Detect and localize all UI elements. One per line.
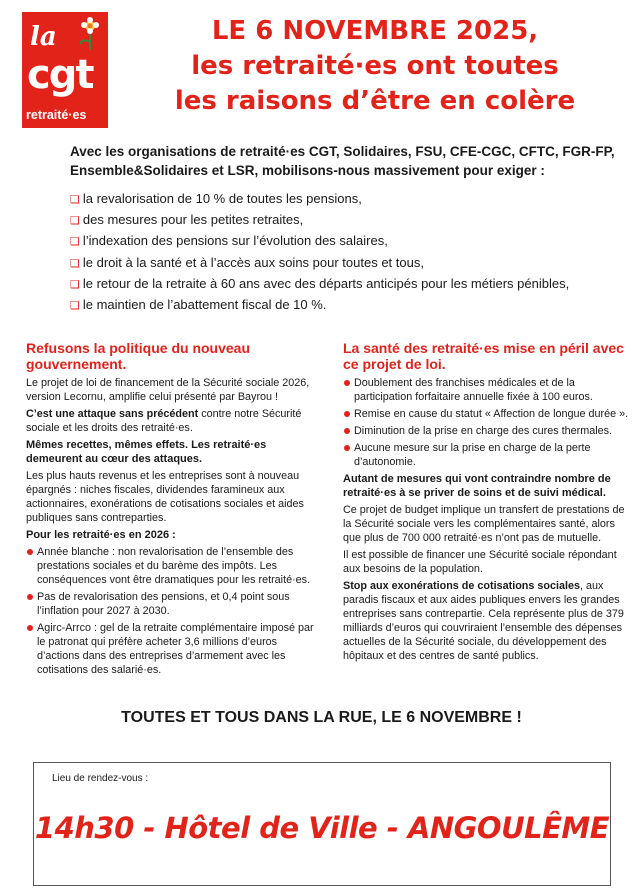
logo-cgt: cgt [27, 52, 93, 98]
headline-line-2: les retraité·es ont toutes [191, 51, 559, 81]
right-column [343, 340, 635, 666]
left-paragraph-1: Le projet de loi de financement de la Sécurité sociale 2026, version Lecornu, amplifie celui présenté par Bayrou ! [26, 377, 310, 403]
checkbox-icon: ❏ [70, 215, 80, 228]
headline-line-3: les raisons d’être en colère [174, 86, 576, 116]
meeting-point-place: 14h30 - Hôtel de Ville - ANGOULÊME [34, 811, 610, 845]
checkbox-icon: ❏ [70, 194, 80, 206]
checkbox-icon: ❏ [70, 299, 80, 312]
logo-subtitle: retraité·es [26, 108, 87, 122]
list-item: Agirc-Arrco : gel de la retraite complémentaire imposé par le patronat qui préfère acheter 3,6 millions d’euros d’actions dans des entreprises d’armement avec les cotisations des salarié·es. [26, 621, 318, 677]
demand-item: ❏ la revalorisation de 10 % de toutes les pensions, [70, 191, 362, 206]
left-column-title: Refusons la politique du nouveau gouvernement. [26, 340, 251, 372]
left-subheading-1: Mêmes recettes, mêmes effets. Les retraité·es demeurent au cœur des attaques. [26, 439, 267, 465]
logo-la: la [30, 22, 57, 52]
right-paragraph-2: Il est possible de financer une Sécurité sociale répondant aux besoins de la population. [343, 549, 617, 575]
cgt-logo [22, 12, 108, 128]
left-paragraph-2: C’est une attaque sans précédent contre notre Sécurité sociale et les droits des retraité·es. [26, 408, 302, 434]
checkbox-icon: ❏ [70, 257, 80, 270]
demand-item: ❏ l’indexation des pensions sur l’évolution des salaires, [70, 233, 388, 249]
meeting-point-label: Lieu de rendez-vous : [52, 773, 149, 784]
list-item: Remise en cause du statut « Affection de longue durée ». [343, 407, 635, 421]
list-item: Année blanche : non revalorisation de l’ensemble des prestations sociales et du barème des impôts. Les conséquences vont être dramatiques pour les retraité·es. [26, 545, 318, 587]
headline [130, 14, 620, 119]
demand-item: ❏ le retour de la retraite à 60 ans avec des départs anticipés pour les métiers pénibles, [70, 275, 570, 291]
right-paragraph-1: Ce projet de budget implique un transfert de prestations de la Sécurité sociale vers les complémentaires santé, alors que plus de 700 000 retraité·es n’ont pas de mutuelle. [343, 504, 625, 544]
demand-item: ❏ des mesures pour les petites retraites, [70, 212, 304, 228]
flower-icon [74, 16, 106, 52]
call-to-action: TOUTES ET TOUS DANS LA RUE, LE 6 NOVEMBRE ! [121, 709, 522, 726]
right-paragraph-3: Stop aux exonérations de cotisations sociales, aux paradis fiscaux et aux aides publiques envers les grandes entreprises sans contrepartie. Cela représente plus de 379 milliards d’euros qui couvriraient l’ensemble des dépenses actuelles de la Sécurité sociale, du développement des hôpitaux et des centres de santé publics. [343, 580, 624, 662]
list-item: Aucune mesure sur la prise en charge de la perte d’autonomie. [343, 441, 635, 469]
list-item: Doublement des franchises médicales et de la participation forfaitaire annuelle fixée à 100 euros. [343, 376, 635, 404]
right-column-title: La santé des retraité·es mise en péril avec ce projet de loi. [343, 340, 624, 372]
demand-item: ❏ le maintien de l’abattement fiscal de 10 %. [70, 296, 327, 312]
checkbox-icon: ❏ [70, 236, 80, 249]
meeting-point-box [33, 762, 611, 886]
checkbox-icon: ❏ [70, 278, 80, 291]
left-bullet-list [26, 545, 318, 677]
list-item: Pas de revalorisation des pensions, et 0,4 point sous l’inflation pour 2027 à 2030. [26, 590, 318, 618]
left-subheading-2: Pour les retraité·es en 2026 : [26, 529, 176, 541]
headline-line-1: LE 6 NOVEMBRE 2025, [211, 16, 539, 46]
right-subheading-1: Autant de mesures qui vont contraindre nombre de retraité·es à se priver de soins et de suivi médical. [343, 473, 611, 499]
intro-text: Avec les organisations de retraité·es CGT, Solidaires, FSU, CFE-CGC, CFTC, FGR-FP, Ensemble&Solidaires et LSR, mobilisons-nous massivement pour exiger : [70, 144, 615, 178]
list-item: Diminution de la prise en charge des cures thermales. [343, 424, 635, 438]
demands-list [70, 188, 630, 315]
left-column [26, 340, 318, 680]
left-paragraph-3: Les plus hauts revenus et les entreprises sont à nouveau épargnés : niches fiscales, dividendes faramineux aux actionnaires, exonérations de cotisations sociales et aides publiques sans contreparties. [26, 470, 304, 524]
right-bullet-list [343, 376, 635, 469]
demand-item: ❏ le droit à la santé et à l’accès aux soins pour toutes et tous, [70, 254, 424, 270]
